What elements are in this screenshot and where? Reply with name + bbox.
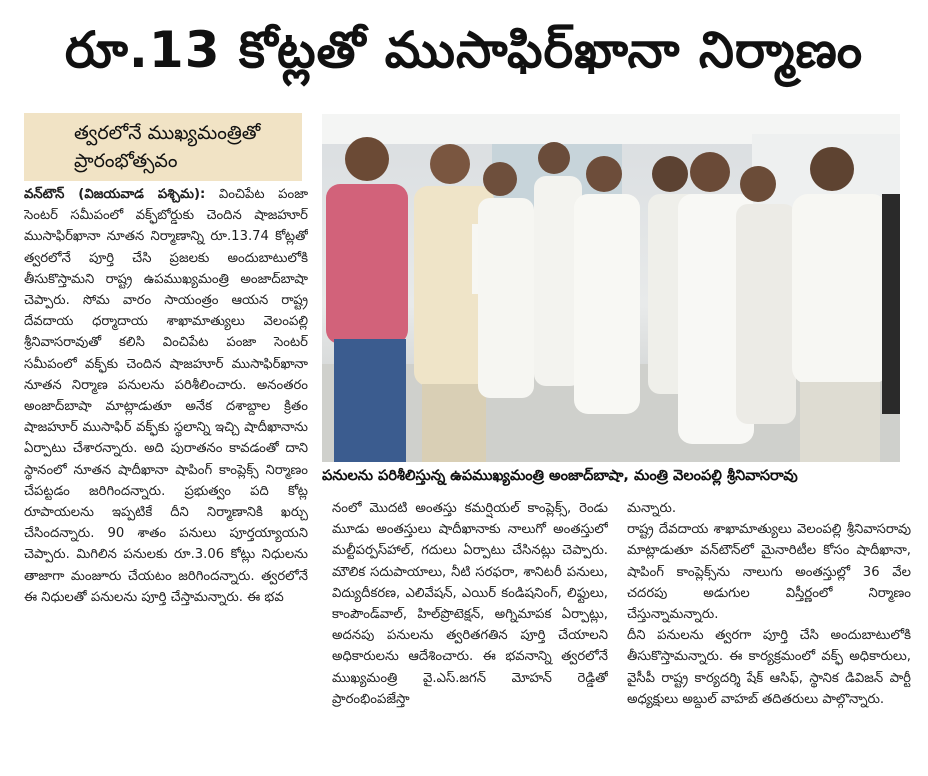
headline: రూ.13 కోట్లతో ముసాఫిర్‌ఖానా నిర్మాణం [64, 20, 864, 79]
article-paragraph [24, 184, 308, 608]
subheadline-line-1: త్వరలోనే ముఖ్యమంత్రితో [74, 122, 261, 144]
article-column-2 [332, 498, 608, 776]
news-photo [322, 114, 900, 462]
photo-caption: పనులను పరిశీలిస్తున్న ఉపముఖ్యమంత్రి అంజాద్‌బాషా, మంత్రి వెలంపల్లి శ్రీనివాసరావు [322, 468, 798, 484]
article-paragraph: దీని పనులను త్వరగా పూర్తి చేసి అందుబాటులోకి తీసుకొస్తామన్నారు. ఈ కార్యక్రమంలో వక్ఫ్ అధికారులు, వైసీపీ రాష్ట్ర కార్యదర్శి షేక్ ఆసిఫ్, స్థానిక డివిజన్ పార్టీ అధ్యక్షులు అబ్దుల్ వాహబ్ తదితరులు పాల్గొన్నారు. [627, 628, 911, 707]
article-column-3 [627, 498, 911, 776]
article-paragraph: రాష్ట్ర దేవదాయ శాఖామాత్యులు వెలంపల్లి శ్రీనివాసరావు మాట్లాడుతూ వన్‌టౌన్‌లో మైనారిటీల కోసం షాదీఖానా, షాపింగ్ కాంప్లెక్స్‌ను నాలుగు అంతస్తుల్లో 36 వేల చదరపు అడుగుల విస్తీర్ణంలో నిర్మాణం చేస్తున్నామన్నారు. [627, 522, 911, 623]
article-column-1 [24, 184, 308, 776]
subheadline-box [24, 113, 302, 181]
article-text: వించిపేట పంజా సెంటర్ సమీపంలో వక్ఫ్‌బోర్డుకు చెందిన షాజహూర్ ముసాఫిర్‌ఖానా నూతన నిర్మాణాన్ని రూ.13.74 కోట్లతో త్వరలోనే పూర్తి చేసి ప్రజలకు అందుబాటులోకి తీసుకొస్తామని రాష్ట్ర ఉపముఖ్యమంత్రి అంజాద్‌బాషా చెప్పారు. సోమ వారం సాయంత్రం ఆయన రాష్ట్ర దేవదాయ ధర్మాదాయ శాఖామాత్యులు వెలంపల్లి శ్రీనివాసరావుతో కలిసి వించిపేట పంజా సెంటర్ సమీపంలో వక్ఫ్‌కు చెందిన షాజహూర్ ముసాఫిర్‌ఖానా నూతన నిర్మాణ పనులను పరిశీలించారు. అనంతరం అంజాద్‌బాషా మాట్లాడుతూ అనేక దశాబ్దాల క్రితం షాజహూర్ ముసాఫిర్ వక్ఫ్‌కు స్థలాన్ని ఇచ్చి షాదీఖానాను ఏర్పాటు చేశారన్నారు. అది పురాతనం కావడంతో దాని స్థానంలో నూతన షాదీఖానా షాపింగ్ కాంప్లెక్స్ నిర్మాణం చేపట్టడం జరిగిందన్నారు. ప్రభుత్వం పది కోట్ల రూపాయలను ఇప్పటికే దీని నిర్మాణానికి ఖర్చు చేసిందన్నారు. 90 శాతం పనులు పూర్తయ్యాయని చెప్పారు. మిగిలిన పనులకు రూ.3.06 కోట్లు నిధులను తాజాగా మంజూరు చేయటం జరిగిందన్నారు. త్వరలోనే ఈ నిధులతో పనులను పూర్తి చేస్తామన్నారు. ఈ భవ [24, 187, 308, 605]
article-paragraph: మన్నారు. [627, 501, 677, 516]
article-paragraph: నంలో మొదటి అంతస్తు కమర్షియల్ కాంప్లెక్స్, రెండు మూడు అంతస్తులు షాదీఖానాకు నాలుగో అంతస్తులో మల్టీపర్పస్‌హాల్, గదులు ఏర్పాటు చేసినట్లు చెప్పారు. మౌలిక సదుపాయాలు, నీటి సరఫరా, శానిటరీ పనులు, విద్యుదీకరణ, ఎలివేషన్, ఎయిర్ కండిషనింగ్, లిఫ్టులు, కాంపౌండ్‌వాల్, హిల్‌ప్రొటెక్షన్, అగ్నిమాపక ఏర్పాట్లు, అదనపు పనులను త్వరితగతిన పూర్తి చేయాలని అధికారులను ఆదేశించారు. ఈ భవనాన్ని త్వరలోనే ముఖ్యమంత్రి వై.ఎస్.జగన్ మోహన్ రెడ్డితో ప్రారంభింపజేస్తా [332, 501, 608, 707]
subheadline-line-2: ప్రారంభోత్సవం [74, 150, 178, 172]
dateline: వన్‌టౌన్ (విజయవాడ పశ్చిమ): [24, 187, 206, 202]
